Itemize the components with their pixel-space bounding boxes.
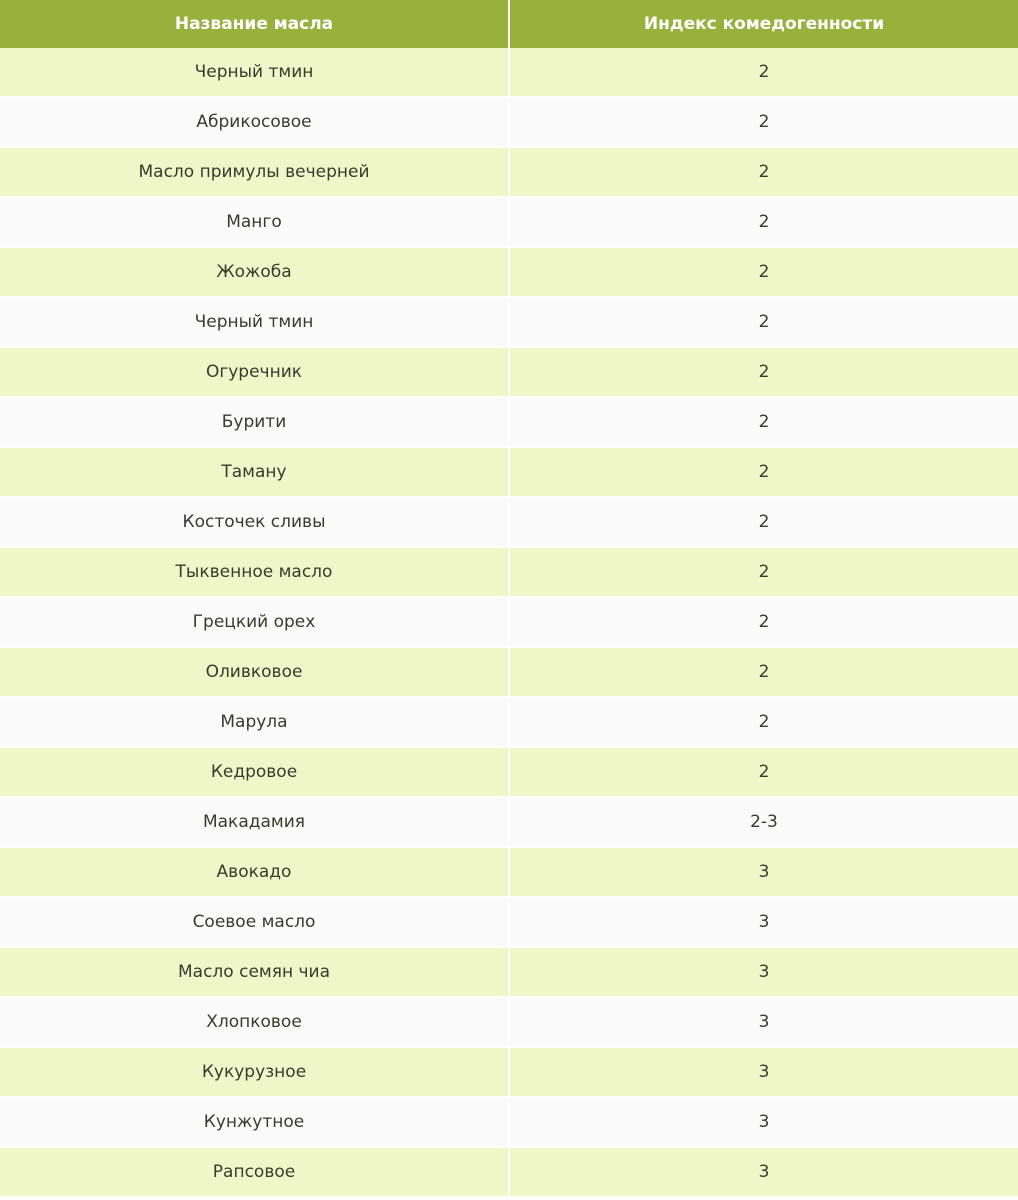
table-row [0,348,1018,398]
oil-name-cell: Манго [0,198,510,246]
comedogenic-index-cell: 2 [758,112,770,132]
oil-name-cell: Тыквенное масло [0,548,510,596]
oil-name-cell: Масло примулы вечерней [0,148,510,196]
table-row [0,948,1018,998]
table-row [0,298,1018,348]
oil-name-cell: Макадамия [0,798,510,846]
oil-name-cell: Черный тмин [0,298,510,346]
oil-name-cell: Авокадо [0,848,510,896]
table-row [0,1048,1018,1098]
table-row [0,98,1018,148]
oil-name-cell: Косточек сливы [0,498,510,546]
comedogenic-index-cell: 2 [758,612,770,632]
comedogenic-index-cell: 3 [758,862,770,882]
table-row [0,1148,1018,1198]
header-oil-name: Название масла [0,0,510,48]
table-row [0,748,1018,798]
table-row [0,198,1018,248]
comedogenic-index-cell: 2 [758,462,770,482]
header-comedogenic-index: Индекс комедогенности [643,14,885,34]
comedogenic-index-cell: 3 [758,1062,770,1082]
table-row [0,598,1018,648]
table-row [0,848,1018,898]
table-row [0,1098,1018,1148]
oil-name-cell: Грецкий орех [0,598,510,646]
table-row [0,48,1018,98]
comedogenic-index-cell: 2-3 [750,812,778,832]
comedogenic-index-cell: 3 [758,1112,770,1132]
table-row [0,498,1018,548]
table-header [0,0,1018,48]
oil-name-cell: Кукурузное [0,1048,510,1096]
comedogenic-index-cell: 2 [758,762,770,782]
oil-name-cell: Соевое масло [0,898,510,946]
comedogenic-index-cell: 2 [758,162,770,182]
comedogenic-index-cell: 2 [758,312,770,332]
oil-name-cell: Жожоба [0,248,510,296]
comedogenic-index-cell: 2 [758,712,770,732]
oil-name-cell: Огуречник [0,348,510,396]
comedogenic-index-cell: 3 [758,1162,770,1182]
oil-name-cell: Абрикосовое [0,98,510,146]
table-body [0,48,1018,1198]
comedogenic-index-cell: 3 [758,1012,770,1032]
comedogenic-index-cell: 2 [758,62,770,82]
table-row [0,698,1018,748]
table-row [0,998,1018,1048]
oil-name-cell: Марула [0,698,510,746]
oil-name-cell: Черный тмин [0,48,510,96]
oil-name-cell: Таману [0,448,510,496]
table-row [0,148,1018,198]
table-row [0,898,1018,948]
comedogenic-index-cell: 3 [758,912,770,932]
oil-name-cell: Рапсовое [0,1148,510,1196]
oil-name-cell: Хлопковое [0,998,510,1046]
oil-name-cell: Масло семян чиа [0,948,510,996]
oil-name-cell: Оливковое [0,648,510,696]
table-row [0,448,1018,498]
oil-name-cell: Кедровое [0,748,510,796]
table-row [0,798,1018,848]
comedogenic-index-cell: 2 [758,262,770,282]
comedogenic-index-cell: 2 [758,412,770,432]
table-row [0,548,1018,598]
table-row [0,248,1018,298]
oil-name-cell: Кунжутное [0,1098,510,1146]
table-row [0,648,1018,698]
comedogenic-index-cell: 2 [758,662,770,682]
comedogenic-index-cell: 2 [758,512,770,532]
comedogenic-index-cell: 2 [758,212,770,232]
comedogenic-index-cell: 2 [758,562,770,582]
comedogenic-index-cell: 3 [758,962,770,982]
table-row [0,398,1018,448]
comedogenic-index-cell: 2 [758,362,770,382]
oil-name-cell: Бурити [0,398,510,446]
